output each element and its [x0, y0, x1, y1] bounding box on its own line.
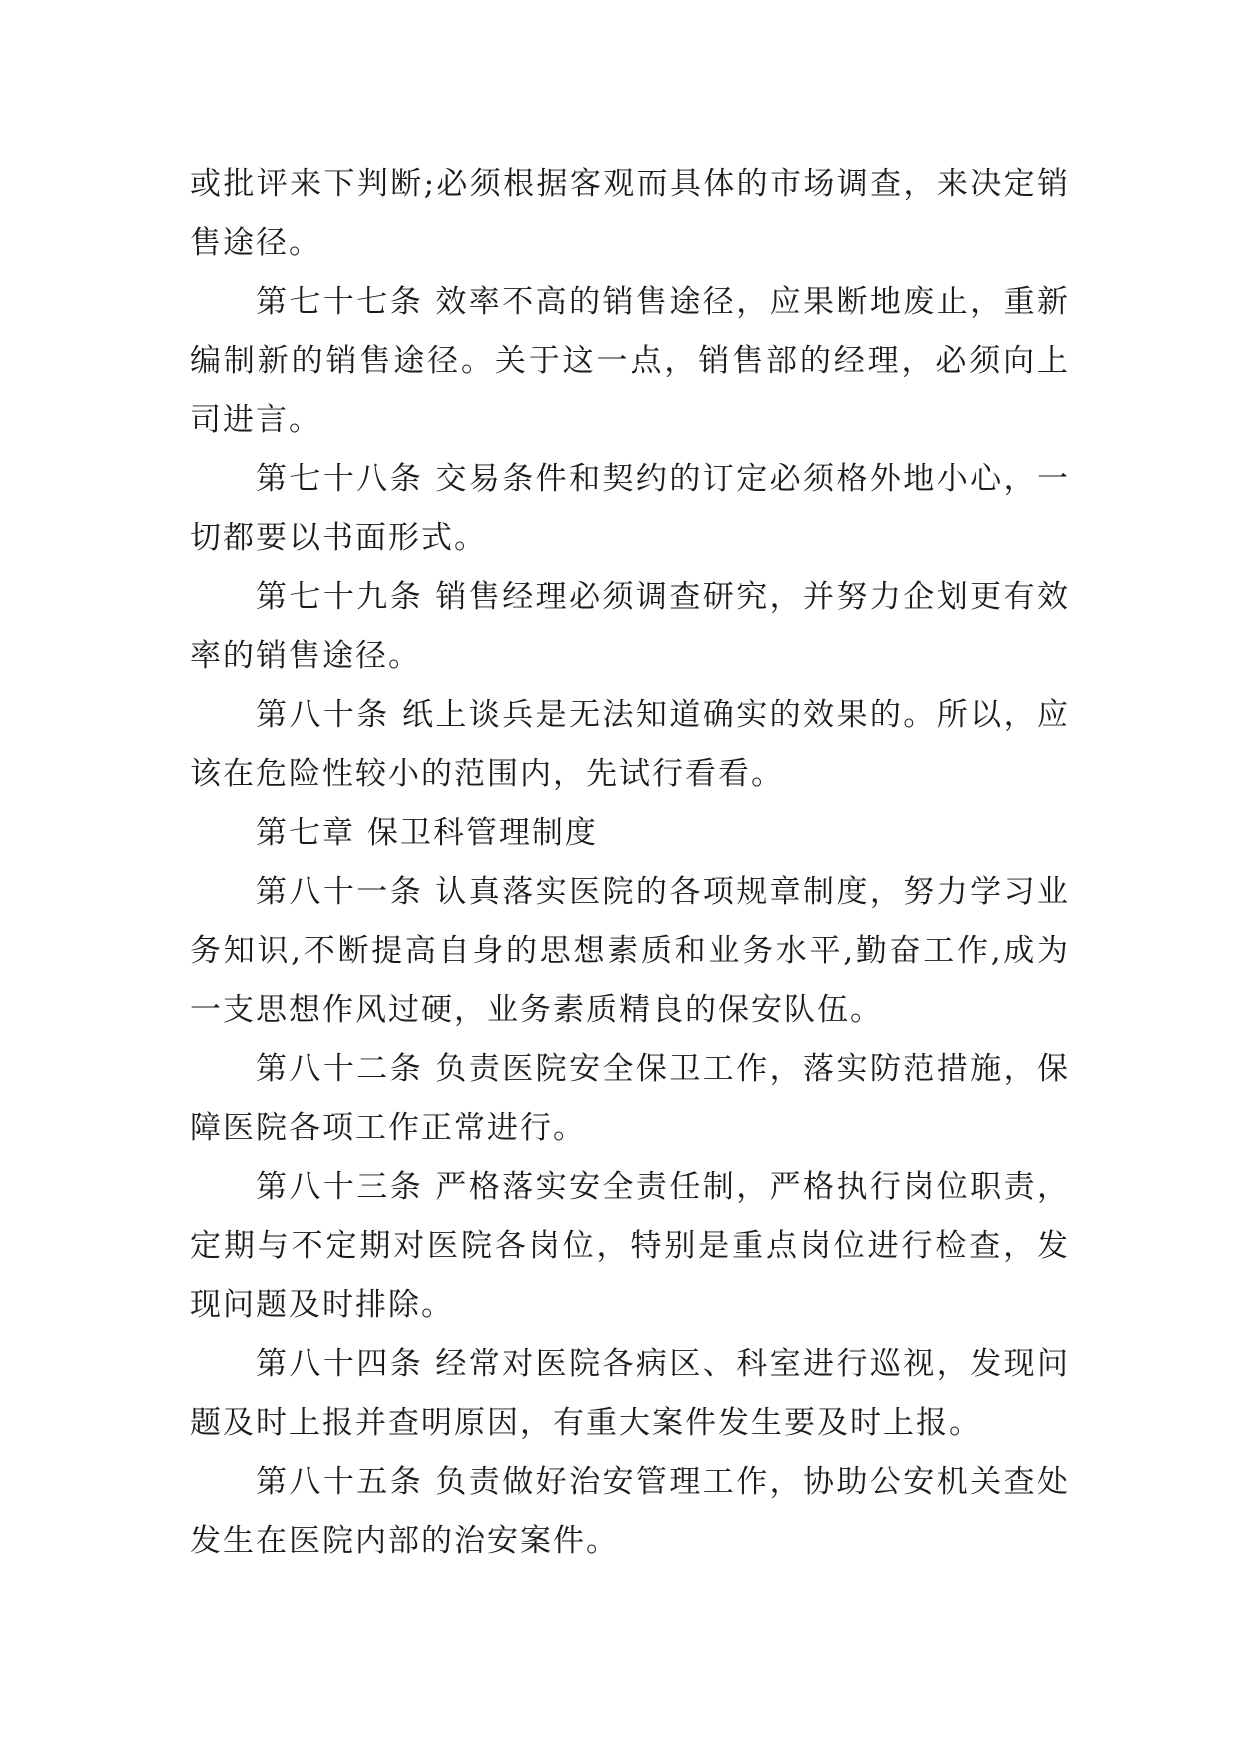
- article-81: 第八十一条 认真落实医院的各项规章制度，努力学习业务知识,不断提高自身的思想素质和业务水平,勤奋工作,成为一支思想作风过硬，业务素质精良的保安队伍。: [190, 874, 1070, 1028]
- article-85: 第八十五条 负责做好治安管理工作，协助公安机关查处发生在医院内部的治安案件。: [190, 1464, 1070, 1559]
- article-83: 第八十三条 严格落实安全责任制，严格执行岗位职责，定期与不定期对医院各岗位，特别是重点岗位进行检查，发现问题及时排除。: [190, 1169, 1070, 1323]
- article-80: 第八十条 纸上谈兵是无法知道确实的效果的。所以，应该在危险性较小的范围内，先试行看看。: [190, 697, 1070, 792]
- article-78: 第七十八条 交易条件和契约的订定必须格外地小心，一切都要以书面形式。: [190, 461, 1070, 556]
- article-79: 第七十九条 销售经理必须调查研究，并努力企划更有效率的销售途径。: [190, 579, 1070, 674]
- article-82: 第八十二条 负责医院安全保卫工作，落实防范措施，保障医院各项工作正常进行。: [190, 1051, 1070, 1146]
- article-77: 第七十七条 效率不高的销售途径，应果断地废止，重新编制新的销售途径。关于这一点，销售部的经理，必须向上司进言。: [190, 284, 1070, 438]
- article-84: 第八十四条 经常对医院各病区、科室进行巡视，发现问题及时上报并查明原因，有重大案件发生要及时上报。: [190, 1346, 1070, 1441]
- paragraph-continuation: 或批评来下判断;必须根据客观而具体的市场调查，来决定销售途径。: [190, 166, 1070, 261]
- chapter-heading: 第七章 保卫科管理制度: [256, 815, 598, 851]
- document-body: [190, 155, 1070, 1571]
